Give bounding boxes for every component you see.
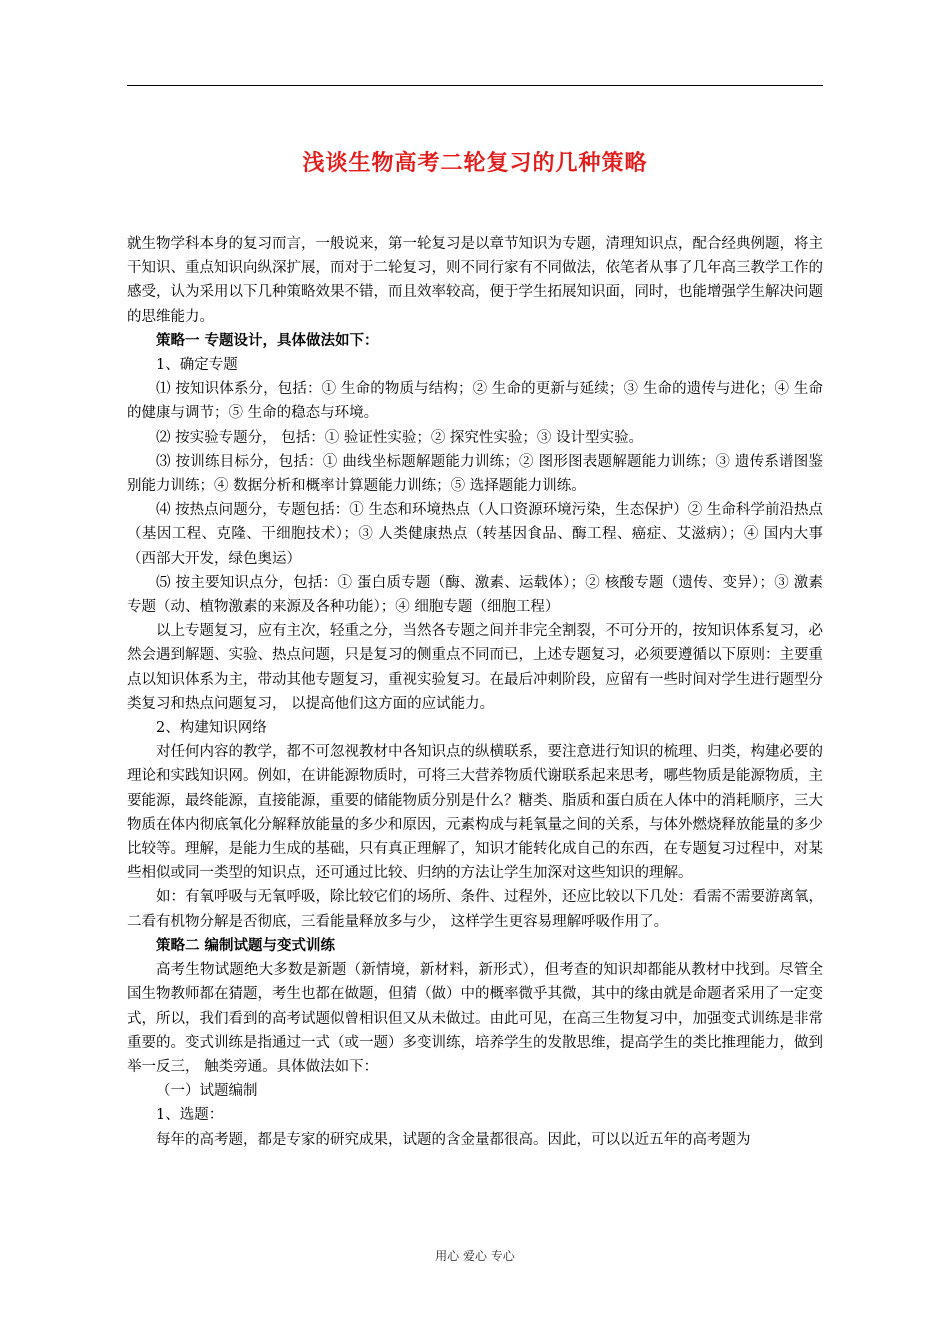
section-heading: 策略二 编制试题与变式训练 [156, 936, 336, 954]
paragraph: 如：有氧呼吸与无氧呼吸，除比较它们的场所、条件、过程外，还应比较以下几处：看需不需要游离氧，二看有机物分解是否彻底，三看能量释放多与少， 这样学生更容易理解呼吸作用了。 [127, 889, 823, 930]
page-footer: 用心 爱心 专心 [435, 1249, 515, 1263]
paragraph: 对任何内容的教学，都不可忽视教材中各知识点的纵横联系，要注意进行知识的梳理、归类，构建必要的理论和实践知识网。例如，在讲能源物质时，可将三大营养物质代谢联系起来思考，哪些物质是能源物质，主要能源，最终能源，直接能源，重要的储能物质分别是什么？糖类、脂质和蛋白质在人体中的消耗顺序，三大物质在体内彻底氧化分解释放能量的多少和原因，元素构成与耗氧量之间的关系，与体外燃烧释放能量的多少比较等。理解，是能力生成的基础，只有真正理解了，知识才能转化成自己的东西，在专题复习过程中，对某些相似或同一类型的知识点，还可通过比较、归纳的方法让学生加深对这些知识的理解。 [127, 744, 823, 882]
subheading: 1、选题： [156, 1107, 224, 1124]
document-title: 浅谈生物高考二轮复习的几种策略 [302, 151, 648, 176]
paragraph: ⑴ 按知识体系分，包括：① 生命的物质与结构；② 生命的更新与延续；③ 生命的遗传与进化；④ 生命的健康与调节；⑤ 生命的稳态与环境。 [127, 381, 823, 422]
subheading: 2、构建知识网络 [156, 720, 267, 737]
paragraph: ⑵ 按实验专题分， 包括：① 验证性实验；② 探究性实验；③ 设计型实验。 [156, 429, 644, 446]
paragraph: 就生物学科本身的复习而言，一般说来，第一轮复习是以章节知识为专题，清理知识点，配合经典例题，将主干知识、重点知识向纵深扩展，而对于二轮复习，则不同行家有不同做法，依笔者从事了几年高三教学工作的感受，认为采用以下几种策略效果不错，而且效率较高，便于学生拓展知识面，同时，也能增强学生解决问题的思维能力。 [127, 236, 823, 325]
paragraph: ⑸ 按主要知识点分，包括：① 蛋白质专题（酶、激素、运载体）；② 核酸专题（遗传、变异）；③ 激素专题（动、植物激素的来源及各种功能）；④ 细胞专题（细胞工程） [127, 574, 823, 616]
paragraph: ⑶ 按训练目标分，包括：① 曲线坐标题解题能力训练；② 图形图表题解题能力训练；③ 遗传系谱图鉴别能力训练；④ 数据分析和概率计算题能力训练；⑤ 选择题能力训练。 [127, 453, 823, 495]
paragraph: 每年的高考题，都是专家的研究成果，试题的含金量都很高。因此，可以以近五年的高考题为 [156, 1131, 751, 1148]
section-heading: 策略一 专题设计，具体做法如下： [156, 331, 379, 349]
header-rule [127, 85, 823, 86]
paragraph: ⑷ 按热点问题分，专题包括：① 生态和环境热点（人口资源环境污染，生态保护）② 生命科学前沿热点（基因工程、克隆、干细胞技术）；③ 人类健康热点（转基因食品、酶工程、癌症、艾滋病）；④ 国内大事（西部大开发，绿色奥运） [127, 502, 823, 567]
subheading: 1、确定专题 [156, 357, 238, 374]
paragraph: 高考生物试题绝大多数是新题（新情境，新材料，新形式），但考查的知识却都能从教材中找到。尽管全国生物教师都在猜题，考生也都在做题，但猜（做）中的概率微乎其微，其中的缘由就是命题者采用了一定变式，所以，我们看到的高考试题似曾相识但又从未做过。由此可见，在高三生物复习中，加强变式训练是非常重要的。变式训练是指通过一式（或一题）多变训练，培养学生的发散思维，提高学生的类比推理能力，做到举一反三， 触类旁通。具体做法如下： [127, 962, 823, 1075]
subheading: （一）试题编制 [156, 1083, 258, 1100]
document-body [127, 232, 823, 1152]
paragraph: 以上专题复习，应有主次，轻重之分，当然各专题之间并非完全割裂，不可分开的，按知识体系复习，必然会遇到解题、实验、热点问题，只是复习的侧重点不同而已，上述专题复习，必须要遵循以下原则：主要重点以知识体系为主，带动其他专题复习，重视实验复习。在最后冲刺阶段，应留有一些时间对学生进行题型分类复习和热点问题复习， 以提高他们这方面的应试能力。 [127, 623, 823, 712]
